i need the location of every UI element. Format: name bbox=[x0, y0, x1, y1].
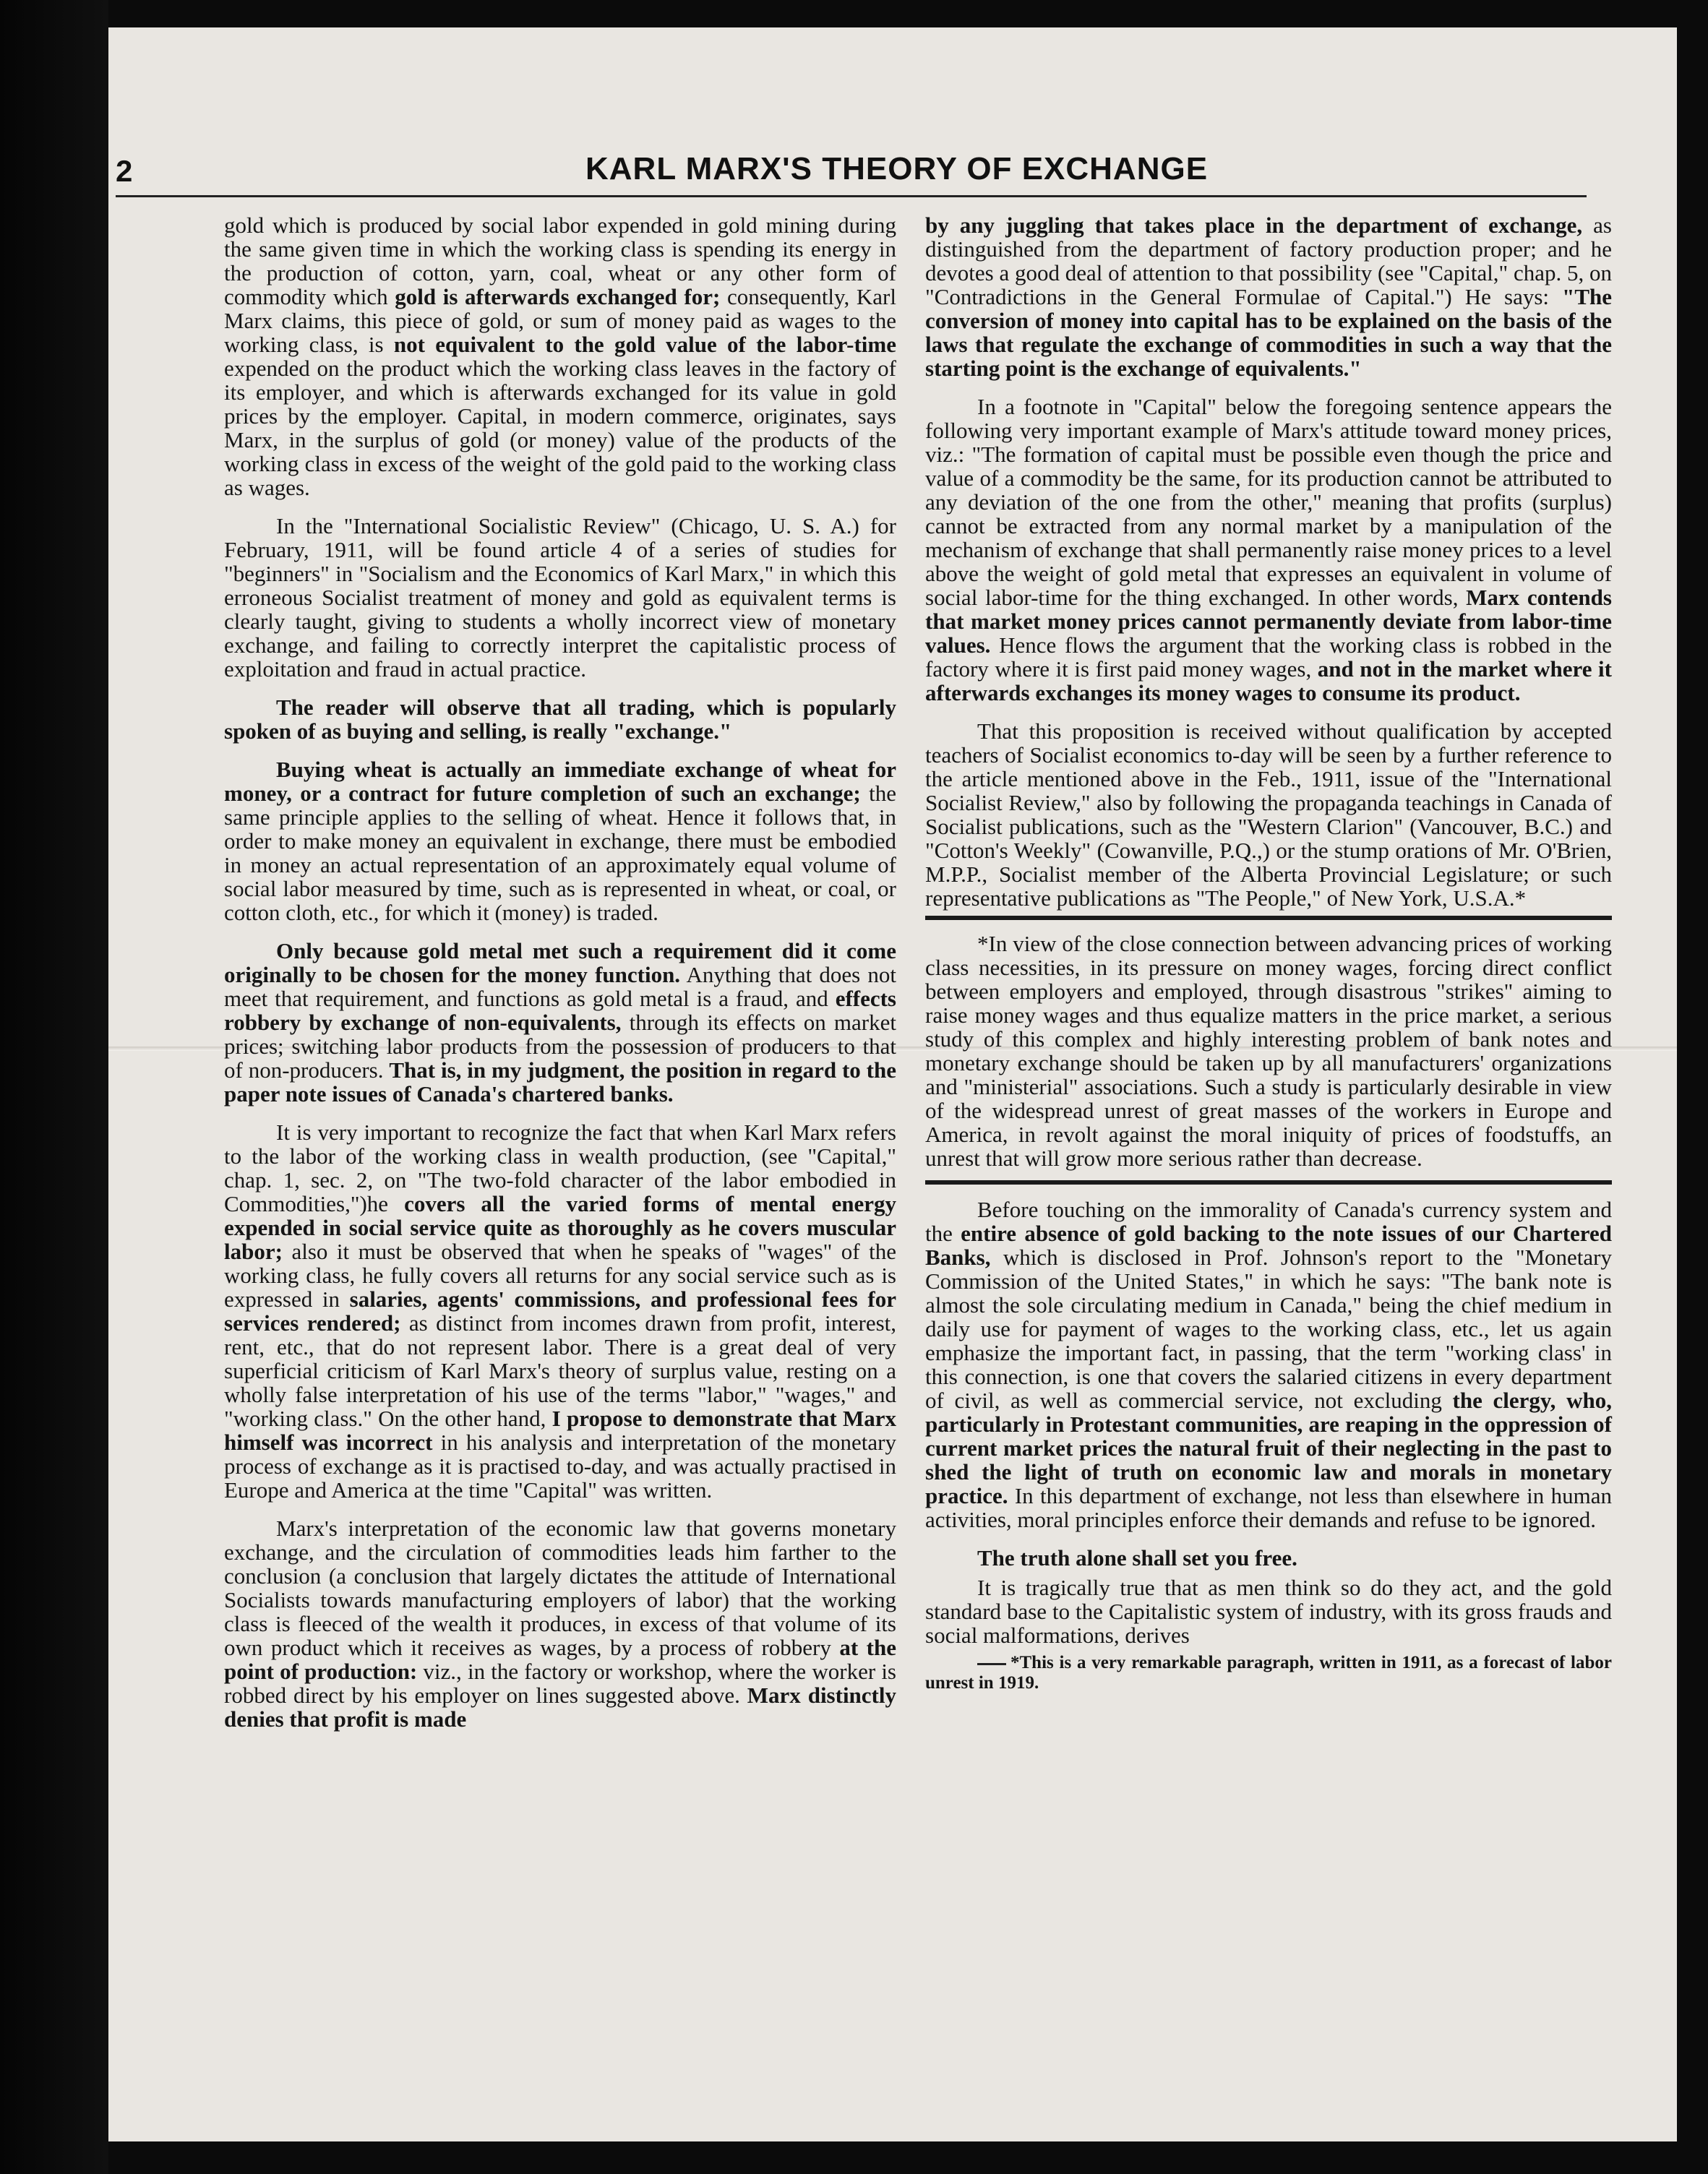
paragraph: It is tragically true that as men think so do they act, and the gold standard base to the Capitalistic system of industry, with its gross frauds and social malformations, derives bbox=[925, 1575, 1612, 1648]
paragraph: Marx's interpretation of the economic law that governs monetary exchange, and the circulation of commodities leads him farther to the conclusion (a conclusion that largely dictates the attitude of International Socialists towards manufacturing employers of labor) that the working class is fleeced of the wealth it produces, in excess of that volume of its own product which it receives as wages, by a process of robbery at the point of production: viz., in the factory or workshop, where the worker is robbed direct by his employer on lines suggested above. Marx distinctly denies that profit is made bbox=[224, 1516, 897, 1732]
section-rule bbox=[925, 916, 1612, 920]
section-rule bbox=[925, 1180, 1612, 1185]
paragraph: That this proposition is received without qualification by accepted teachers of Socialist economics to-day will be seen by a further reference to the article mentioned above in the Feb., 1911, issue of the "International Socialist Review," also by following the propaganda teachings in Canada of Socialist publications, such as the "Western Clarion" (Vancouver, B.C.) and "Cotton's Weekly" (Cowanville, P.Q.,) or the stump orations of Mr. O'Brien, M.P.P., Socialist member of the Alberta Provincial Legislature; or such representative publications as "The People," of New York, U.S.A.* bbox=[925, 718, 1612, 911]
boxed-note: *In view of the close connection between advancing prices of working class necessities, in its pressure on money wages, forcing direct conflict between employers and employed, through disastrous "strikes" aiming to raise money wages and thus equalize matters in the price market, a serious study of this complex and highly interesting problem of bank notes and monetary exchange should be taken up by all manufacturers' organizations and "ministerial" associations. Such a study is particularly desirable in view of the widespread unrest of great masses of the workers in Europe and America, in revolt against the moral iniquity of prices of foodstuffs, an unrest that will grow more serious rather than decrease. bbox=[925, 931, 1612, 1171]
paragraph: Before touching on the immorality of Canada's currency system and the entire absence of gold backing to the note issues of our Chartered Banks, which is disclosed in Prof. Johnson's report to the "Monetary Commission of the United States," in which he says: "The bank note is almost the sole circulating medium in Canada," being the chief medium in daily use for payment of wages to the working class, etc., let us again emphasize the important fact, in passing, that the term "working class' in this connection, is one that covers the salaried citizens in every department of civil, as well as commercial service, not excluding the clergy, who, particularly in Protestant communities, are reaping in the oppression of current market prices the natural fruit of their neglecting in the past to shed the light of truth on economic law and morals in monetary practice. In this department of exchange, not less than elsewhere in human activities, moral principles enforce their demands and refuse to be ignored. bbox=[925, 1197, 1613, 1532]
left-column bbox=[224, 213, 896, 1745]
paragraph: Buying wheat is actually an immediate exchange of wheat for money, or a contract for future completion of such an exchange; the same principle applies to the selling of wheat. Hence it follows that, in order to make money an equivalent in exchange, there must be embodied in money an actual representation of an approximately equal volume of social labor measured by time, such as is represented in wheat, or coal, or cotton cloth, etc., for which it (money) is traded. bbox=[224, 757, 896, 925]
footnote-dash bbox=[977, 1663, 1006, 1665]
header-rule bbox=[116, 195, 1587, 197]
paragraph: In a footnote in "Capital" below the foregoing sentence appears the following very important example of Marx's attitude toward money prices, viz.: "The formation of capital must be possible even though the price and value of a commodity be the same, for its production cannot be attributed to any deviation of the one from the other," meaning that profits (surplus) cannot be extracted from any normal market by a manipulation of the mechanism of exchange that shall permanently raise money prices to a level above the weight of gold metal that expresses an equivalent in volume of social labor-time for the thing exchanged. In other words, Marx contends that market money prices cannot permanently deviate from labor-time values. Hence flows the argument that the working class is robbed in the factory where it is first paid money wages, and not in the market where it afterwards exchanges its money wages to consume its product. bbox=[925, 394, 1612, 705]
footnote: *This is a very remarkable paragraph, written in 1911, as a forecast of labor unrest in 1919. bbox=[925, 1653, 1612, 1693]
paragraph: Only because gold metal met such a requirement did it come originally to be chosen for the money function. Anything that does not meet that requirement, and functions as gold metal is a fraud, and effects robbery by exchange of non-equivalents, through its effects on market prices; switching labor products from the possession of producers to that of non-producers. That is, in my judgment, the position in regard to the paper note issues of Canada's chartered banks. bbox=[224, 938, 896, 1107]
paragraph: It is very important to recognize the fact that when Karl Marx refers to the labor of the working class in wealth production, (see "Capital," chap. 1, sec. 2, on "The two-fold character of the labor embodied in Commodities,")he covers all the varied forms of mental energy expended in social service quite as thoroughly as he covers muscular labor; also it must be observed that when he speaks of "wages" of the working class, he fully covers all returns for any social service such as is expressed in salaries, agents' commissions, and professional fees for services rendered; as distinct from incomes drawn from profit, interest, rent, etc., that do not represent labor. There is a great deal of very superficial criticism of Karl Marx's theory of surplus value, resting on a wholly false interpretation of his use of the terms "labor," "wages," and "working class." On the other hand, I propose to demonstrate that Marx himself was incorrect in his analysis and interpretation of the monetary process of exchange as it is practised to-day, and was actually practised in Europe and America at the time "Capital" was written. bbox=[224, 1120, 897, 1503]
page-header bbox=[116, 148, 1489, 199]
paragraph: gold which is produced by social labor expended in gold mining during the same given time in which the working class is spending its energy in the production of cotton, yarn, coal, wheat or any other form of commodity which gold is afterwards exchanged for; consequently, Karl Marx claims, this piece of gold, or sum of money paid as wages to the working class, is not equivalent to the gold value of the labor-time expended on the product which the working class leaves in the factory of its employer, and which is afterwards exchanged for its value in gold prices by the employer. Capital, in modern commerce, originates, says Marx, in the surplus of gold (or money) value of the products of the working class in excess of the weight of the gold paid to the working class as wages. bbox=[224, 212, 897, 500]
paragraph: by any juggling that takes place in the department of exchange, as distinguished from the department of factory production proper; and he devotes a good deal of attention to that possibility (see "Capital," chap. 5, on "Contradictions in the General Formulae of Capital.") He says: "The conversion of money into capital has to be explained on the basis of the laws that regulate the exchange of commodities in such a way that the starting point is the exchange of equivalents." bbox=[925, 212, 1612, 381]
page-title: KARL MARX'S THEORY OF EXCHANGE bbox=[585, 151, 1209, 186]
scan-shadow bbox=[0, 0, 108, 2174]
right-column bbox=[925, 213, 1612, 1708]
page-number: 2 bbox=[116, 154, 133, 188]
paragraph: The truth alone shall set you free. bbox=[977, 1545, 1297, 1571]
paragraph: The reader will observe that all trading, which is popularly spoken of as buying and selling, is really "exchange." bbox=[224, 695, 896, 744]
paragraph: In the "International Socialistic Review" (Chicago, U. S. A.) for February, 1911, will be found article 4 of a series of studies for "beginners" in "Socialism and the Economics of Karl Marx," in which this erroneous Socialist treatment of money and gold as equivalent terms is clearly taught, giving to students a wholly incorrect view of monetary exchange, and failing to correctly interpret the capitalistic process of exploitation and fraud in actual practice. bbox=[224, 513, 896, 682]
